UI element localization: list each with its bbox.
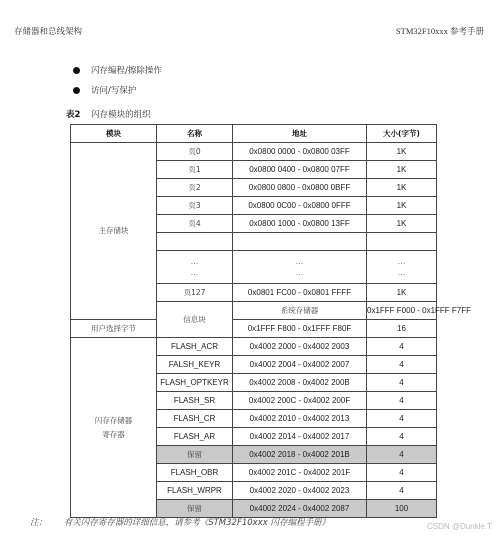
row-address: 0x4002 2004 - 0x4002 2007 [233, 356, 367, 374]
row-address: 0x4002 2020 - 0x4002 2023 [233, 482, 367, 500]
row-address: 0x0801 FC00 - 0x0801 FFFF [233, 284, 367, 302]
table-row [71, 338, 437, 356]
bullet-text: 访问/写保护 [91, 86, 137, 96]
row-size: 1K [367, 215, 437, 233]
row-address: 0x4002 2008 - 0x4002 200B [233, 374, 367, 392]
row-size: 4 [367, 464, 437, 482]
row-address: 0x4002 2010 - 0x4002 2013 [233, 410, 367, 428]
row-address: 0x1FFF F000 - 0x1FFF F7FF [367, 302, 437, 320]
row-name: FLASH_OBR [157, 464, 233, 482]
table-title: 闪存模块的组织 [91, 110, 151, 120]
row-size: 4 [367, 338, 437, 356]
bullet-item [73, 80, 162, 100]
row-name: FLASH_AR [157, 428, 233, 446]
register-block-label: 闪存存储器 寄存器 [71, 338, 157, 518]
row-size: 4 [367, 374, 437, 392]
blank-cell [157, 233, 233, 251]
row-address: 0x4002 2024 - 0x4002 2087 [233, 500, 367, 518]
row-address: 0x0800 0400 - 0x0800 07FF [233, 161, 367, 179]
row-name: 保留 [157, 446, 233, 464]
row-name: FLASH_SR [157, 392, 233, 410]
ellipsis-cell: … … [233, 251, 367, 284]
row-size: 4 [367, 482, 437, 500]
row-name: 页1 [157, 161, 233, 179]
footnote-text: 有关闪存寄存器的详细信息，请参考《STM32F10xxx 闪存编程手册》 [63, 518, 330, 528]
row-size: 4 [367, 446, 437, 464]
footnote [30, 516, 330, 528]
header-address: 地址 [233, 125, 367, 143]
table-caption [66, 108, 151, 120]
row-size: 4 [367, 392, 437, 410]
row-name: 页2 [157, 179, 233, 197]
table-row [71, 320, 437, 338]
row-name: 页0 [157, 143, 233, 161]
blank-cell [367, 233, 437, 251]
row-address: 0x4002 2014 - 0x4002 2017 [233, 428, 367, 446]
row-address: 0x4002 2000 - 0x4002 2003 [233, 338, 367, 356]
header-module: 模块 [71, 125, 157, 143]
ellipsis-cell: … … [367, 251, 437, 284]
row-name: 保留 [157, 500, 233, 518]
main-block-label: 主存储块 [71, 143, 157, 320]
bullet-icon [73, 67, 80, 74]
table-header-row [71, 125, 437, 143]
row-size: 1K [367, 179, 437, 197]
info-block-label: 信息块 [157, 302, 233, 338]
watermark: CSDN @Dunkle.T [426, 522, 492, 531]
row-size: 1K [367, 284, 437, 302]
row-name: FALSH_KEYR [157, 356, 233, 374]
row-address: 0x1FFF F800 - 0x1FFF F80F [233, 320, 367, 338]
row-size: 4 [367, 410, 437, 428]
flash-organization-table [70, 124, 472, 518]
bullet-list [73, 60, 162, 100]
row-name: 页127 [157, 284, 233, 302]
row-address: 0x4002 201C - 0x4002 201F [233, 464, 367, 482]
row-name: FLASH_CR [157, 410, 233, 428]
row-size: 16 [367, 320, 437, 338]
row-address: 0x0800 1000 - 0x0800 13FF [233, 215, 367, 233]
row-address: 0x0800 0000 - 0x0800 03FF [233, 143, 367, 161]
blank-cell [233, 233, 367, 251]
row-name: FLASH_WRPR [157, 482, 233, 500]
page-header-section: 存储器和总线架构 [14, 27, 83, 37]
row-name: 页4 [157, 215, 233, 233]
table-number: 表2 [66, 110, 81, 120]
footnote-label: 注： [30, 518, 48, 528]
header-size: 大小(字节) [367, 125, 437, 143]
row-name: 用户选择字节 [71, 320, 157, 338]
row-size: 4 [367, 356, 437, 374]
bullet-item [73, 60, 162, 80]
row-address: 0x0800 0C00 - 0x0800 0FFF [233, 197, 367, 215]
header-name: 名称 [157, 125, 233, 143]
row-size: 1K [367, 161, 437, 179]
row-name: FLASH_OPTKEYR [157, 374, 233, 392]
bullet-text: 闪存编程/擦除操作 [91, 66, 162, 76]
row-name: 页3 [157, 197, 233, 215]
table-row [71, 143, 437, 161]
row-size: 100 [367, 500, 437, 518]
row-name: FLASH_ACR [157, 338, 233, 356]
bullet-icon [73, 87, 80, 94]
ellipsis-cell: … … [157, 251, 233, 284]
row-name: 系统存储器 [233, 302, 367, 320]
row-address: 0x4002 2018 - 0x4002 201B [233, 446, 367, 464]
row-size: 1K [367, 143, 437, 161]
page-header-manual: STM32F10xxx 参考手册 [395, 26, 484, 36]
row-address: 0x4002 200C - 0x4002 200F [233, 392, 367, 410]
row-size: 4 [367, 428, 437, 446]
row-address: 0x0800 0800 - 0x0800 0BFF [233, 179, 367, 197]
row-size: 1K [367, 197, 437, 215]
